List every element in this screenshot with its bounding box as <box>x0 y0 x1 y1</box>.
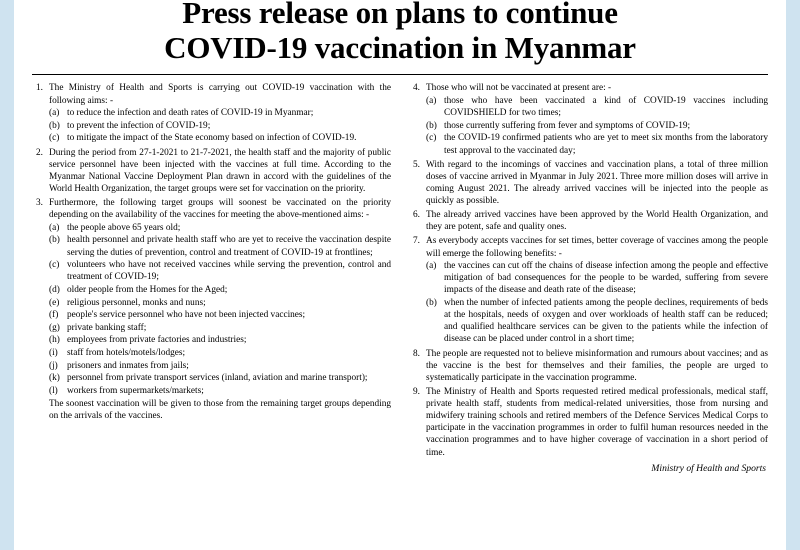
sub-item-letter: (c) <box>49 133 60 144</box>
item-body <box>49 197 391 422</box>
sub-item-text: to mitigate the impact of the State economy based on infection of COVID-19. <box>67 133 357 144</box>
headline-line-2: COVID-19 vaccination in Myanmar <box>164 29 636 65</box>
right-numbered-list <box>409 82 768 459</box>
page-title <box>32 0 768 65</box>
article-sheet <box>14 0 786 550</box>
list-item <box>32 82 391 145</box>
sub-item-text: older people from the Homes for the Aged; <box>67 284 228 295</box>
right-column <box>409 82 768 475</box>
sub-item <box>426 297 768 346</box>
item-trailing-text: The soonest vaccination will be given to those from the remaining target groups depending on the arrivals of the vaccines. <box>49 398 391 421</box>
item-number: 6. <box>413 210 420 221</box>
sub-item-letter: (l) <box>49 385 58 396</box>
sub-item-letter: (a) <box>49 222 60 233</box>
sub-item-letter: (d) <box>49 284 60 295</box>
sub-item-text: the vaccines can cut off the chains of disease infection among the people and effective mitigation of bad consequences for the people to be warded, suffering from severe impacts of the disease and death rate of the disease; <box>444 261 768 296</box>
sub-item-text: the COVID-19 confirmed patients who are yet to meet six months from the laboratory test approval to the vaccinated day; <box>444 133 768 156</box>
item-sublist <box>426 260 768 345</box>
sub-item-text: to prevent the infection of COVID-19; <box>67 120 211 131</box>
sub-item <box>49 284 391 296</box>
sub-item <box>426 95 768 119</box>
sub-item-letter: (a) <box>426 261 437 272</box>
sub-item <box>49 297 391 309</box>
item-sublist <box>426 95 768 157</box>
sub-item-text: when the number of infected patients among the people declines, requirements of beds at the hospitals, needs of oxygen and over workloads of health staff can be reduced; and qualified healthcare services can be given to the patients while the infection of disease can be placed under control in a short time; <box>444 298 768 345</box>
sub-item <box>426 120 768 132</box>
list-item <box>409 235 768 346</box>
sub-item-text: health personnel and private health staff who are yet to receive the vaccination despite serving the duties of prevention, control and treatment of COVID-19 at frontlines; <box>67 235 391 258</box>
item-body <box>426 235 768 346</box>
sub-item-letter: (k) <box>49 373 60 384</box>
sub-item-letter: (b) <box>426 120 437 131</box>
sub-item-letter: (c) <box>49 260 60 271</box>
item-sublist <box>49 107 391 144</box>
item-body <box>426 82 768 157</box>
item-text: The Ministry of Health and Sports requested retired medical professionals, medical staff, private health staff, students from medical-related universities, those from nursing and midwifery training schools and retired members of the Defence Services Medical Corps to participate in the vaccination programmes in order to fulfil human resources needed in the vaccination programmes and to have higher coverage of vaccination in a short period of time. <box>426 386 768 458</box>
sub-item-text: workers from supermarkets/markets; <box>67 385 204 396</box>
list-item <box>409 386 768 459</box>
sub-item-letter: (f) <box>49 310 59 321</box>
item-text: The Ministry of Health and Sports is carrying out COVID-19 vaccination with the following aims: - <box>49 83 391 106</box>
right-margin-band <box>786 0 800 550</box>
sub-item <box>49 322 391 334</box>
item-text: Those who will not be vaccinated at present are: - <box>426 83 612 94</box>
signature-line: Ministry of Health and Sports <box>651 463 766 475</box>
sub-item <box>49 334 391 346</box>
sub-item-text: people's service personnel who have not been injected vaccines; <box>67 310 306 321</box>
sub-item <box>49 385 391 397</box>
left-numbered-list <box>32 82 391 422</box>
item-body <box>426 386 768 459</box>
sub-item <box>49 309 391 321</box>
item-number: 2. <box>36 147 43 158</box>
sub-item-letter: (j) <box>49 360 58 371</box>
list-item <box>32 197 391 422</box>
sub-item-letter: (i) <box>49 348 58 359</box>
item-number: 5. <box>413 159 420 170</box>
item-sublist <box>49 222 391 397</box>
sub-item <box>49 132 391 144</box>
sub-item-text: the people above 65 years old; <box>67 222 181 233</box>
sub-item-letter: (g) <box>49 322 60 333</box>
headline-line-1: Press release on plans to continue <box>182 0 618 30</box>
item-text: Furthermore, the following target groups will soonest be vaccinated on the priority depending on the availability of the vaccines for meeting the above-mentioned aims: - <box>49 198 391 221</box>
sub-item-text: prisoners and inmates from jails; <box>67 360 189 371</box>
item-text: The already arrived vaccines have been approved by the World Health Organization, and they are potent, safe and quality ones. <box>426 210 768 233</box>
list-item <box>409 82 768 157</box>
sub-item <box>426 132 768 156</box>
item-number: 1. <box>36 83 43 94</box>
headline-divider <box>32 74 768 75</box>
list-item <box>409 209 768 234</box>
sub-item-letter: (b) <box>49 120 60 131</box>
sub-item <box>49 360 391 372</box>
sub-item <box>49 347 391 359</box>
sub-item <box>426 260 768 296</box>
sub-item-text: private banking staff; <box>67 322 147 333</box>
item-number: 4. <box>413 83 420 94</box>
sub-item-letter: (c) <box>426 133 437 144</box>
sub-item-text: those currently suffering from fever and symptoms of COVID-19; <box>444 120 691 131</box>
item-number: 7. <box>413 236 420 247</box>
list-item <box>409 159 768 208</box>
item-number: 9. <box>413 386 420 397</box>
left-column <box>32 82 391 423</box>
item-body <box>426 348 768 385</box>
item-body <box>426 159 768 208</box>
sub-item-text: to reduce the infection and death rates of COVID-19 in Myanmar; <box>67 108 314 119</box>
sub-item-letter: (b) <box>426 298 437 309</box>
item-number: 8. <box>413 348 420 359</box>
sub-item <box>49 259 391 283</box>
item-number: 3. <box>36 198 43 209</box>
sub-item-text: employees from private factories and industries; <box>67 335 247 346</box>
item-text: As everybody accepts vaccines for set times, better coverage of vaccines among the people will emerge the following benefits: - <box>426 236 768 259</box>
sub-item-text: personnel from private transport services (inland, aviation and marine transport); <box>67 373 368 384</box>
sub-item <box>49 234 391 258</box>
sub-item <box>49 222 391 234</box>
sub-item-text: religious personnel, monks and nuns; <box>67 297 206 308</box>
item-body <box>426 209 768 234</box>
sub-item <box>49 120 391 132</box>
sub-item-text: those who have been vaccinated a kind of COVID-19 vaccines including COVIDSHIELD for two times; <box>444 96 768 119</box>
list-item <box>32 147 391 196</box>
item-text: The people are requested not to believe misinformation and rumours about vaccines; and as the vaccine is the best for themselves and their families, the people are urged to systematically participate in the vaccination programme. <box>426 348 768 383</box>
sub-item-letter: (a) <box>426 96 437 107</box>
sub-item <box>49 372 391 384</box>
left-margin-band <box>0 0 14 550</box>
sub-item-letter: (e) <box>49 297 60 308</box>
article-columns <box>32 82 768 475</box>
item-body <box>49 147 391 196</box>
sub-item-text: volunteers who have not received vaccines while serving the prevention, control and treatment of COVID-19; <box>67 260 391 283</box>
item-body <box>49 82 391 145</box>
sub-item-letter: (a) <box>49 108 60 119</box>
list-item <box>409 348 768 385</box>
sub-item-letter: (h) <box>49 335 60 346</box>
item-text: During the period from 27-1-2021 to 21-7-2021, the health staff and the majority of public service personnel have been injected with the vaccines at full time. According to the Myanmar National Vaccine Deployment Plan drawn in accord with the guidelines of the World Health Organization, the target groups were set for vaccination on the priority. <box>49 147 391 194</box>
sub-item-text: staff from hotels/motels/lodges; <box>67 348 186 359</box>
sub-item <box>49 107 391 119</box>
sub-item-letter: (b) <box>49 235 60 246</box>
item-text: With regard to the incomings of vaccines and vaccination plans, a total of three million doses of vaccine arrived in Myanmar in July 2021. Three more million doses will arrive in coming August 2021. The already arrived vaccines will be injected into the people as quickly as possible. <box>426 159 768 207</box>
